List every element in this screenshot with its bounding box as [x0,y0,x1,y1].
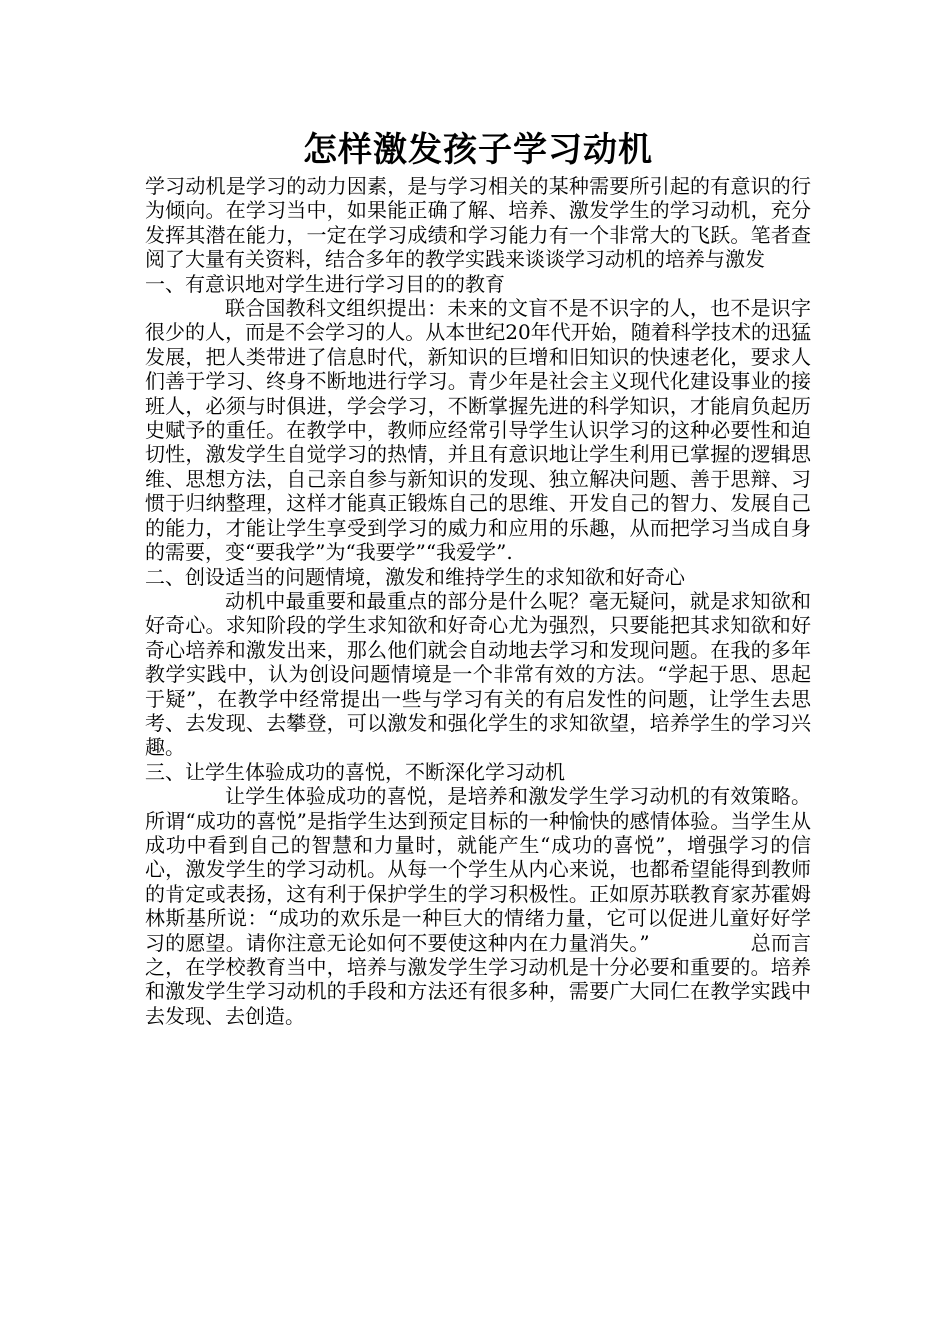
section-1 [145,272,811,565]
section-heading: 二、创设适当的问题情境，激发和维持学生的求知欲和好奇心 [145,564,685,589]
section-body: 联合国教科文组织提出：未来的文盲不是不识字的人，也不是识字很少的人，而是不会学习的人。从本世纪20年代开始，随着科学技术的迅猛发展，把人类带进了信息时代，新知识的巨增和旧知识的快速老化，要求人们善于学习、终身不断地进行学习。青少年是社会主义现代化建设事业的接班人，必须与时俱进，学会学习，不断掌握先进的科学知识，才能肩负起历史赋予的重任。在教学中，教师应经常引导学生认识学习的这种必要性和迫切性，激发学生自觉学习的热情，并且有意识地让学生利用已掌握的逻辑思维、思想方法，自己亲自参与新知识的发现、独立解决问题、善于思辩、习惯于归纳整理，这样才能真正锻炼自己的思维、开发自己的智力、发展自己的能力，才能让学生享受到学习的威力和应用的乐趣，从而把学习当成自身的需要，变“要我学”为“我要学”“我爱学”. [145,296,811,565]
document-page [145,128,811,1028]
section-heading: 一、有意识地对学生进行学习目的的教育 [145,271,505,296]
section-3 [145,760,811,1028]
section-body: 动机中最重要和最重点的部分是什么呢？毫无疑问，就是求知欲和好奇心。求知阶段的学生求知欲和好奇心尤为强烈，只要能把其求知欲和好奇心培养和激发出来，那么他们就会自动地去学习和发现问题。在我的多年教学实践中，认为创设问题情境是一个非常有效的方法。“学起于思、思起于疑”，在教学中经常提出一些与学习有关的有启发性的问题，让学生去思考、去发现、去攀登，可以激发和强化学生的求知欲望，培养学生的学习兴趣。 [145,588,811,760]
section-2 [145,565,811,760]
section-heading: 三、让学生体验成功的喜悦，不断深化学习动机 [145,759,565,784]
section-body: 让学生体验成功的喜悦，是培养和激发学生学习动机的有效策略。所谓“成功的喜悦”是指学生达到预定目标的一种愉快的感情体验。当学生从成功中看到自己的智慧和力量时，就能产生“成功的喜悦”，增强学习的信心，激发学生的学习动机。从每一个学生从内心来说，也都希望能得到教师的肯定或表扬，这有利于保护学生的学习积极性。正如原苏联教育家苏霍姆林斯基所说：“成功的欢乐是一种巨大的情绪力量，它可以促进儿童好好学习的愿望。请你注意无论如何不要使这种内在力量消失。” 总而言之，在学校教育当中，培养与激发学生学习动机是十分必要和重要的。培养和激发学生学习动机的手段和方法还有很多种，需要广大同仁在教学实践中去发现、去创造。 [145,784,811,1028]
document-title: 怎样激发孩子学习动机 [303,130,653,170]
intro-paragraph: 学习动机是学习的动力因素，是与学习相关的某种需要所引起的有意识的行为倾向。在学习当中，如果能正确了解、培养、激发学生的学习动机，充分发挥其潜在能力，一定在学习成绩和学习能力有一个非常大的飞跃。笔者查阅了大量有关资料，结合多年的教学实践来谈谈学习动机的培养与激发 [145,174,811,272]
